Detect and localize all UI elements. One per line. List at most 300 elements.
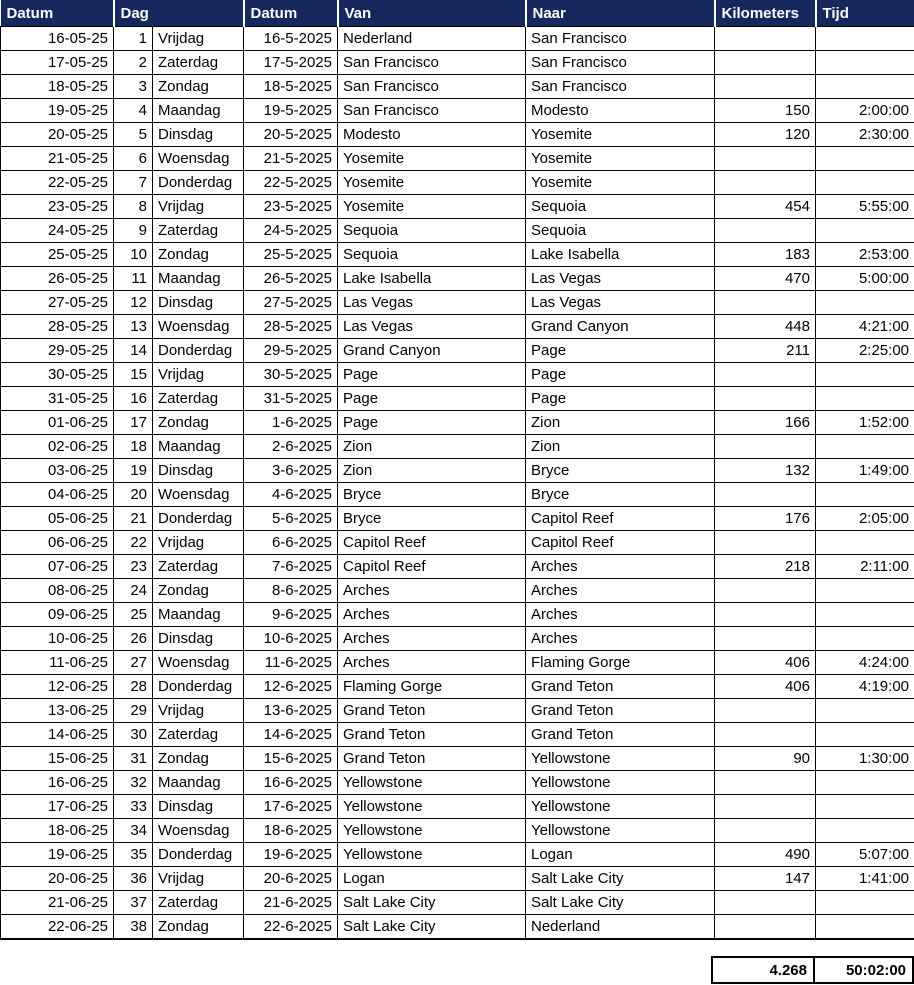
cell-datum-2[interactable]: 17-6-2025 (244, 795, 338, 819)
cell-kilometers[interactable] (715, 435, 816, 459)
cell-kilometers[interactable] (715, 291, 816, 315)
cell-dag-naam[interactable]: Vrijdag (153, 195, 244, 219)
cell-tijd[interactable] (816, 435, 914, 459)
cell-van[interactable]: Arches (338, 603, 526, 627)
cell-datum[interactable]: 17-05-25 (1, 51, 114, 75)
cell-naar[interactable]: San Francisco (526, 75, 715, 99)
cell-dag-naam[interactable]: Zaterdag (153, 891, 244, 915)
cell-datum[interactable]: 22-05-25 (1, 171, 114, 195)
cell-dag-naam[interactable]: Zondag (153, 915, 244, 940)
cell-van[interactable]: Bryce (338, 507, 526, 531)
header-naar[interactable]: Naar (526, 0, 715, 27)
cell-datum-2[interactable]: 18-5-2025 (244, 75, 338, 99)
cell-tijd[interactable]: 2:25:00 (816, 339, 914, 363)
cell-naar[interactable]: Yellowstone (526, 747, 715, 771)
cell-dag-nr[interactable]: 33 (114, 795, 153, 819)
cell-dag-nr[interactable]: 17 (114, 411, 153, 435)
cell-dag-naam[interactable]: Zondag (153, 411, 244, 435)
cell-datum-2[interactable]: 27-5-2025 (244, 291, 338, 315)
cell-dag-naam[interactable]: Zaterdag (153, 387, 244, 411)
cell-datum-2[interactable]: 26-5-2025 (244, 267, 338, 291)
cell-datum-2[interactable]: 13-6-2025 (244, 699, 338, 723)
cell-tijd[interactable] (816, 723, 914, 747)
cell-datum-2[interactable]: 29-5-2025 (244, 339, 338, 363)
cell-dag-nr[interactable]: 9 (114, 219, 153, 243)
cell-tijd[interactable] (816, 75, 914, 99)
cell-datum[interactable]: 16-06-25 (1, 771, 114, 795)
cell-dag-naam[interactable]: Woensdag (153, 819, 244, 843)
cell-van[interactable]: Capitol Reef (338, 531, 526, 555)
cell-tijd[interactable] (816, 627, 914, 651)
cell-datum-2[interactable]: 5-6-2025 (244, 507, 338, 531)
cell-naar[interactable]: San Francisco (526, 51, 715, 75)
cell-naar[interactable]: Sequoia (526, 195, 715, 219)
cell-dag-nr[interactable]: 23 (114, 555, 153, 579)
cell-van[interactable]: Capitol Reef (338, 555, 526, 579)
cell-dag-naam[interactable]: Zaterdag (153, 555, 244, 579)
cell-dag-naam[interactable]: Donderdag (153, 171, 244, 195)
cell-dag-naam[interactable]: Zondag (153, 579, 244, 603)
cell-datum[interactable]: 06-06-25 (1, 531, 114, 555)
cell-tijd[interactable]: 4:21:00 (816, 315, 914, 339)
cell-dag-nr[interactable]: 24 (114, 579, 153, 603)
cell-van[interactable]: Lake Isabella (338, 267, 526, 291)
cell-dag-naam[interactable]: Zaterdag (153, 51, 244, 75)
cell-naar[interactable]: Grand Teton (526, 699, 715, 723)
cell-naar[interactable]: Page (526, 363, 715, 387)
cell-dag-naam[interactable]: Vrijdag (153, 27, 244, 51)
cell-van[interactable]: San Francisco (338, 51, 526, 75)
cell-datum-2[interactable]: 1-6-2025 (244, 411, 338, 435)
cell-dag-naam[interactable]: Maandag (153, 435, 244, 459)
cell-dag-nr[interactable]: 38 (114, 915, 153, 940)
cell-tijd[interactable] (816, 363, 914, 387)
cell-dag-nr[interactable]: 15 (114, 363, 153, 387)
cell-datum[interactable]: 31-05-25 (1, 387, 114, 411)
cell-naar[interactable]: Lake Isabella (526, 243, 715, 267)
cell-naar[interactable]: Arches (526, 627, 715, 651)
cell-naar[interactable]: Yellowstone (526, 819, 715, 843)
cell-dag-nr[interactable]: 19 (114, 459, 153, 483)
cell-van[interactable]: Page (338, 363, 526, 387)
cell-dag-naam[interactable]: Donderdag (153, 507, 244, 531)
cell-datum-2[interactable]: 25-5-2025 (244, 243, 338, 267)
cell-datum[interactable]: 19-05-25 (1, 99, 114, 123)
cell-dag-nr[interactable]: 20 (114, 483, 153, 507)
cell-kilometers[interactable]: 147 (715, 867, 816, 891)
cell-datum[interactable]: 24-05-25 (1, 219, 114, 243)
cell-tijd[interactable] (816, 771, 914, 795)
cell-datum-2[interactable]: 10-6-2025 (244, 627, 338, 651)
cell-naar[interactable]: Nederland (526, 915, 715, 940)
cell-van[interactable]: Yellowstone (338, 819, 526, 843)
cell-datum[interactable]: 16-05-25 (1, 27, 114, 51)
cell-datum[interactable]: 08-06-25 (1, 579, 114, 603)
cell-van[interactable]: Las Vegas (338, 315, 526, 339)
cell-datum[interactable]: 18-05-25 (1, 75, 114, 99)
cell-kilometers[interactable] (715, 579, 816, 603)
cell-dag-nr[interactable]: 28 (114, 675, 153, 699)
cell-naar[interactable]: Capitol Reef (526, 531, 715, 555)
cell-dag-naam[interactable]: Zondag (153, 747, 244, 771)
cell-datum-2[interactable]: 19-5-2025 (244, 99, 338, 123)
total-tijd-cell[interactable]: 50:02:00 (845, 961, 906, 979)
cell-tijd[interactable] (816, 699, 914, 723)
cell-datum-2[interactable]: 28-5-2025 (244, 315, 338, 339)
cell-tijd[interactable] (816, 291, 914, 315)
cell-dag-naam[interactable]: Donderdag (153, 843, 244, 867)
cell-datum[interactable]: 23-05-25 (1, 195, 114, 219)
cell-van[interactable]: Nederland (338, 27, 526, 51)
cell-kilometers[interactable] (715, 51, 816, 75)
cell-datum-2[interactable]: 11-6-2025 (244, 651, 338, 675)
cell-naar[interactable]: Arches (526, 579, 715, 603)
cell-dag-nr[interactable]: 26 (114, 627, 153, 651)
cell-dag-nr[interactable]: 10 (114, 243, 153, 267)
cell-naar[interactable]: Modesto (526, 99, 715, 123)
cell-datum-2[interactable]: 16-5-2025 (244, 27, 338, 51)
cell-kilometers[interactable] (715, 627, 816, 651)
cell-kilometers[interactable] (715, 147, 816, 171)
cell-van[interactable]: Yellowstone (338, 795, 526, 819)
cell-naar[interactable]: Arches (526, 603, 715, 627)
cell-dag-naam[interactable]: Maandag (153, 99, 244, 123)
cell-tijd[interactable]: 5:07:00 (816, 843, 914, 867)
cell-van[interactable]: Grand Teton (338, 699, 526, 723)
cell-tijd[interactable]: 5:00:00 (816, 267, 914, 291)
cell-datum[interactable]: 01-06-25 (1, 411, 114, 435)
cell-datum-2[interactable]: 2-6-2025 (244, 435, 338, 459)
cell-van[interactable]: Grand Teton (338, 747, 526, 771)
cell-datum[interactable]: 22-06-25 (1, 915, 114, 940)
cell-kilometers[interactable] (715, 915, 816, 940)
cell-tijd[interactable]: 4:19:00 (816, 675, 914, 699)
cell-kilometers[interactable] (715, 75, 816, 99)
cell-van[interactable]: Page (338, 387, 526, 411)
cell-datum-2[interactable]: 9-6-2025 (244, 603, 338, 627)
cell-dag-naam[interactable]: Zaterdag (153, 219, 244, 243)
cell-kilometers[interactable] (715, 483, 816, 507)
cell-datum[interactable]: 07-06-25 (1, 555, 114, 579)
cell-tijd[interactable] (816, 387, 914, 411)
cell-tijd[interactable]: 1:41:00 (816, 867, 914, 891)
cell-datum-2[interactable]: 24-5-2025 (244, 219, 338, 243)
cell-dag-naam[interactable]: Dinsdag (153, 291, 244, 315)
cell-dag-naam[interactable]: Zaterdag (153, 723, 244, 747)
cell-datum[interactable]: 03-06-25 (1, 459, 114, 483)
cell-tijd[interactable] (816, 819, 914, 843)
header-datum-1[interactable]: Datum (1, 0, 114, 27)
cell-naar[interactable]: San Francisco (526, 27, 715, 51)
cell-datum-2[interactable]: 3-6-2025 (244, 459, 338, 483)
cell-kilometers[interactable]: 218 (715, 555, 816, 579)
cell-dag-nr[interactable]: 1 (114, 27, 153, 51)
cell-datum[interactable]: 02-06-25 (1, 435, 114, 459)
cell-van[interactable]: Grand Canyon (338, 339, 526, 363)
cell-dag-nr[interactable]: 29 (114, 699, 153, 723)
cell-kilometers[interactable]: 183 (715, 243, 816, 267)
cell-datum-2[interactable]: 21-6-2025 (244, 891, 338, 915)
cell-kilometers[interactable]: 406 (715, 651, 816, 675)
cell-datum-2[interactable]: 18-6-2025 (244, 819, 338, 843)
cell-dag-naam[interactable]: Woensdag (153, 315, 244, 339)
cell-dag-nr[interactable]: 3 (114, 75, 153, 99)
header-datum-2[interactable]: Datum (244, 0, 338, 27)
cell-dag-nr[interactable]: 21 (114, 507, 153, 531)
cell-tijd[interactable] (816, 27, 914, 51)
cell-datum-2[interactable]: 20-5-2025 (244, 123, 338, 147)
cell-dag-nr[interactable]: 4 (114, 99, 153, 123)
cell-kilometers[interactable]: 406 (715, 675, 816, 699)
cell-datum-2[interactable]: 14-6-2025 (244, 723, 338, 747)
cell-naar[interactable]: Bryce (526, 483, 715, 507)
cell-van[interactable]: Yellowstone (338, 771, 526, 795)
cell-datum[interactable]: 18-06-25 (1, 819, 114, 843)
cell-datum-2[interactable]: 21-5-2025 (244, 147, 338, 171)
header-kilometers[interactable]: Kilometers (715, 0, 816, 27)
cell-datum[interactable]: 25-05-25 (1, 243, 114, 267)
cell-datum[interactable]: 17-06-25 (1, 795, 114, 819)
cell-dag-naam[interactable]: Vrijdag (153, 867, 244, 891)
cell-datum-2[interactable]: 23-5-2025 (244, 195, 338, 219)
cell-datum-2[interactable]: 22-5-2025 (244, 171, 338, 195)
cell-van[interactable]: Logan (338, 867, 526, 891)
cell-datum-2[interactable]: 19-6-2025 (244, 843, 338, 867)
cell-kilometers[interactable]: 211 (715, 339, 816, 363)
cell-datum[interactable]: 05-06-25 (1, 507, 114, 531)
cell-datum-2[interactable]: 20-6-2025 (244, 867, 338, 891)
cell-dag-nr[interactable]: 25 (114, 603, 153, 627)
cell-naar[interactable]: Flaming Gorge (526, 651, 715, 675)
cell-van[interactable]: Grand Teton (338, 723, 526, 747)
cell-tijd[interactable]: 2:00:00 (816, 99, 914, 123)
cell-tijd[interactable] (816, 795, 914, 819)
cell-van[interactable]: San Francisco (338, 99, 526, 123)
cell-van[interactable]: Yosemite (338, 147, 526, 171)
cell-datum-2[interactable]: 15-6-2025 (244, 747, 338, 771)
cell-dag-naam[interactable]: Zondag (153, 243, 244, 267)
cell-tijd[interactable]: 1:52:00 (816, 411, 914, 435)
cell-naar[interactable]: Yellowstone (526, 795, 715, 819)
cell-naar[interactable]: Zion (526, 435, 715, 459)
cell-van[interactable]: Salt Lake City (338, 891, 526, 915)
cell-dag-nr[interactable]: 32 (114, 771, 153, 795)
cell-datum-2[interactable]: 7-6-2025 (244, 555, 338, 579)
cell-dag-nr[interactable]: 13 (114, 315, 153, 339)
cell-van[interactable]: Flaming Gorge (338, 675, 526, 699)
cell-datum[interactable]: 20-05-25 (1, 123, 114, 147)
cell-dag-naam[interactable]: Maandag (153, 771, 244, 795)
cell-van[interactable]: Page (338, 411, 526, 435)
cell-kilometers[interactable] (715, 171, 816, 195)
cell-datum[interactable]: 20-06-25 (1, 867, 114, 891)
cell-kilometers[interactable] (715, 27, 816, 51)
cell-dag-nr[interactable]: 27 (114, 651, 153, 675)
cell-naar[interactable]: Las Vegas (526, 291, 715, 315)
cell-datum-2[interactable]: 17-5-2025 (244, 51, 338, 75)
cell-dag-nr[interactable]: 16 (114, 387, 153, 411)
cell-datum[interactable]: 15-06-25 (1, 747, 114, 771)
cell-kilometers[interactable]: 120 (715, 123, 816, 147)
cell-tijd[interactable] (816, 171, 914, 195)
cell-van[interactable]: Bryce (338, 483, 526, 507)
cell-tijd[interactable]: 5:55:00 (816, 195, 914, 219)
cell-kilometers[interactable] (715, 795, 816, 819)
cell-naar[interactable]: Bryce (526, 459, 715, 483)
cell-naar[interactable]: Page (526, 339, 715, 363)
cell-dag-naam[interactable]: Vrijdag (153, 531, 244, 555)
cell-dag-nr[interactable]: 12 (114, 291, 153, 315)
cell-kilometers[interactable]: 132 (715, 459, 816, 483)
cell-naar[interactable]: Grand Teton (526, 723, 715, 747)
cell-naar[interactable]: Yellowstone (526, 771, 715, 795)
cell-naar[interactable]: Grand Canyon (526, 315, 715, 339)
cell-naar[interactable]: Yosemite (526, 123, 715, 147)
cell-tijd[interactable] (816, 483, 914, 507)
cell-kilometers[interactable] (715, 891, 816, 915)
cell-dag-naam[interactable]: Dinsdag (153, 627, 244, 651)
cell-van[interactable]: San Francisco (338, 75, 526, 99)
cell-dag-naam[interactable]: Zondag (153, 75, 244, 99)
cell-tijd[interactable] (816, 915, 914, 940)
cell-dag-nr[interactable]: 14 (114, 339, 153, 363)
cell-kilometers[interactable] (715, 771, 816, 795)
cell-tijd[interactable] (816, 147, 914, 171)
cell-dag-naam[interactable]: Woensdag (153, 147, 244, 171)
cell-van[interactable]: Yosemite (338, 171, 526, 195)
cell-dag-nr[interactable]: 22 (114, 531, 153, 555)
cell-dag-naam[interactable]: Vrijdag (153, 363, 244, 387)
cell-dag-nr[interactable]: 8 (114, 195, 153, 219)
cell-tijd[interactable] (816, 51, 914, 75)
cell-kilometers[interactable] (715, 699, 816, 723)
cell-dag-nr[interactable]: 35 (114, 843, 153, 867)
cell-dag-nr[interactable]: 7 (114, 171, 153, 195)
cell-naar[interactable]: Salt Lake City (526, 867, 715, 891)
cell-kilometers[interactable]: 470 (715, 267, 816, 291)
cell-tijd[interactable]: 1:49:00 (816, 459, 914, 483)
cell-tijd[interactable] (816, 579, 914, 603)
cell-datum-2[interactable]: 22-6-2025 (244, 915, 338, 940)
cell-tijd[interactable]: 2:11:00 (816, 555, 914, 579)
cell-dag-naam[interactable]: Woensdag (153, 651, 244, 675)
cell-dag-naam[interactable]: Vrijdag (153, 699, 244, 723)
cell-tijd[interactable] (816, 891, 914, 915)
cell-dag-nr[interactable]: 2 (114, 51, 153, 75)
cell-datum-2[interactable]: 4-6-2025 (244, 483, 338, 507)
cell-van[interactable]: Zion (338, 459, 526, 483)
cell-kilometers[interactable]: 454 (715, 195, 816, 219)
header-van[interactable]: Van (338, 0, 526, 27)
cell-datum[interactable]: 19-06-25 (1, 843, 114, 867)
cell-datum[interactable]: 04-06-25 (1, 483, 114, 507)
cell-datum[interactable]: 14-06-25 (1, 723, 114, 747)
cell-datum[interactable]: 21-06-25 (1, 891, 114, 915)
cell-datum[interactable]: 29-05-25 (1, 339, 114, 363)
cell-dag-nr[interactable]: 6 (114, 147, 153, 171)
cell-datum[interactable]: 10-06-25 (1, 627, 114, 651)
cell-kilometers[interactable]: 150 (715, 99, 816, 123)
cell-kilometers[interactable] (715, 819, 816, 843)
cell-van[interactable]: Yellowstone (338, 843, 526, 867)
cell-kilometers[interactable] (715, 363, 816, 387)
cell-van[interactable]: Yosemite (338, 195, 526, 219)
cell-dag-nr[interactable]: 34 (114, 819, 153, 843)
cell-datum[interactable]: 11-06-25 (1, 651, 114, 675)
cell-van[interactable]: Salt Lake City (338, 915, 526, 940)
cell-tijd[interactable] (816, 219, 914, 243)
cell-dag-naam[interactable]: Woensdag (153, 483, 244, 507)
cell-dag-nr[interactable]: 37 (114, 891, 153, 915)
cell-van[interactable]: Arches (338, 579, 526, 603)
cell-dag-naam[interactable]: Donderdag (153, 339, 244, 363)
cell-datum-2[interactable]: 12-6-2025 (244, 675, 338, 699)
cell-datum[interactable]: 21-05-25 (1, 147, 114, 171)
cell-naar[interactable]: Yosemite (526, 147, 715, 171)
cell-dag-naam[interactable]: Donderdag (153, 675, 244, 699)
cell-van[interactable]: Las Vegas (338, 291, 526, 315)
cell-naar[interactable]: Sequoia (526, 219, 715, 243)
cell-naar[interactable]: Salt Lake City (526, 891, 715, 915)
cell-tijd[interactable] (816, 531, 914, 555)
cell-tijd[interactable]: 2:53:00 (816, 243, 914, 267)
cell-kilometers[interactable] (715, 219, 816, 243)
header-dag[interactable]: Dag (114, 0, 244, 27)
cell-kilometers[interactable]: 176 (715, 507, 816, 531)
cell-dag-naam[interactable]: Dinsdag (153, 459, 244, 483)
cell-dag-nr[interactable]: 36 (114, 867, 153, 891)
cell-kilometers[interactable]: 490 (715, 843, 816, 867)
cell-datum[interactable]: 13-06-25 (1, 699, 114, 723)
cell-tijd[interactable] (816, 603, 914, 627)
cell-kilometers[interactable]: 448 (715, 315, 816, 339)
cell-kilometers[interactable] (715, 531, 816, 555)
cell-kilometers[interactable]: 90 (715, 747, 816, 771)
cell-naar[interactable]: Arches (526, 555, 715, 579)
cell-kilometers[interactable] (715, 723, 816, 747)
cell-dag-naam[interactable]: Dinsdag (153, 795, 244, 819)
cell-van[interactable]: Sequoia (338, 243, 526, 267)
cell-van[interactable]: Sequoia (338, 219, 526, 243)
cell-naar[interactable]: Page (526, 387, 715, 411)
cell-dag-nr[interactable]: 30 (114, 723, 153, 747)
cell-datum[interactable]: 28-05-25 (1, 315, 114, 339)
cell-kilometers[interactable] (715, 603, 816, 627)
cell-van[interactable]: Arches (338, 651, 526, 675)
cell-van[interactable]: Arches (338, 627, 526, 651)
cell-dag-naam[interactable]: Dinsdag (153, 123, 244, 147)
cell-datum-2[interactable]: 31-5-2025 (244, 387, 338, 411)
cell-datum-2[interactable]: 16-6-2025 (244, 771, 338, 795)
cell-dag-naam[interactable]: Maandag (153, 603, 244, 627)
cell-naar[interactable]: Capitol Reef (526, 507, 715, 531)
cell-naar[interactable]: Logan (526, 843, 715, 867)
cell-tijd[interactable]: 2:05:00 (816, 507, 914, 531)
total-kilometers-cell[interactable]: 4.268 (713, 958, 815, 982)
cell-datum-2[interactable]: 8-6-2025 (244, 579, 338, 603)
cell-datum[interactable]: 12-06-25 (1, 675, 114, 699)
cell-datum-2[interactable]: 30-5-2025 (244, 363, 338, 387)
header-tijd[interactable]: Tijd (816, 0, 914, 27)
cell-datum-2[interactable]: 6-6-2025 (244, 531, 338, 555)
cell-kilometers[interactable]: 166 (715, 411, 816, 435)
cell-datum[interactable]: 26-05-25 (1, 267, 114, 291)
cell-tijd[interactable]: 4:24:00 (816, 651, 914, 675)
cell-naar[interactable]: Yosemite (526, 171, 715, 195)
cell-dag-nr[interactable]: 18 (114, 435, 153, 459)
cell-datum[interactable]: 27-05-25 (1, 291, 114, 315)
cell-datum[interactable]: 09-06-25 (1, 603, 114, 627)
